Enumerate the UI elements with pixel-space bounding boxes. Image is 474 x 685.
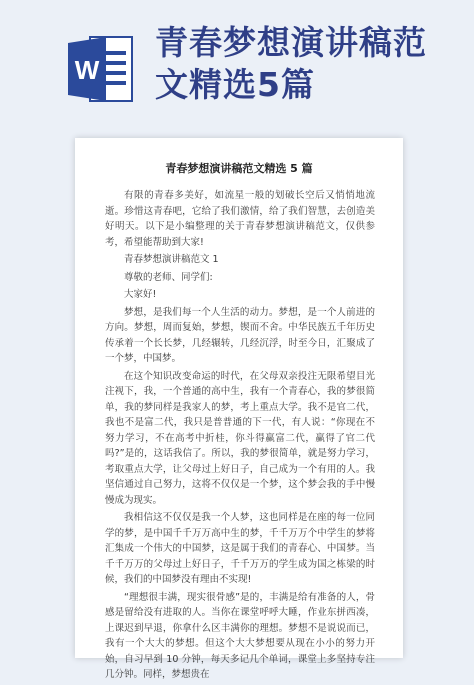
document-page: [75, 138, 403, 680]
intro-paragraph: 有限的青春多美好，如流星一般的划破长空后又悄悄地流逝。珍惜这青春吧，它给了我们激情，给了我们智慧，去创造美好明天。以下是小编整理的关于青春梦想演讲稿范文，仅供参考，希望能帮助到大家!: [105, 190, 375, 248]
salutation: 尊敬的老师、同学们:: [124, 271, 213, 283]
body-paragraph: 在这个知识改变命运的时代，在父母双亲投注无限希望目光注视下，我，一个普通的高中生，我有一个青春心，我的梦很简单，我的梦同样是我家人的梦，考上重点大学。我不是官二代，我也不是富二代，我只是普普通的下一代，有人说：“你现在不努力学习，不在高考中折桂，你斗得赢富二代，赢得了官二代吗?”是的，这话我信了。所以，我的梦很简单，就是努力学习，考取重点大学，让父母过上好日子，自己成为一个有用的人。我坚信通过自己努力，这将不仅仅是一个梦，这个梦会我的手中慢慢成为现实。: [105, 370, 375, 506]
body-paragraph: 梦想，是我们每一个人生活的动力。梦想，是一个人前进的方向。梦想，周而复始，梦想，锲而不舍。中华民族五千年历史传承着一个长长梦，几经辗转，几经沉浮，时至今日，汇聚成了一个梦，中国梦。: [105, 306, 375, 364]
body-paragraph: 我相信这不仅仅是我一个人梦，这也同样是在座的每一位同学的梦，是中国千千万万高中生的梦，千千万万个中学生的梦将汇集成一个伟大的中国梦，这是属于我们的青春心、中国梦。当千千万万的父母过上好日子，千千万万的学生成为国之栋梁的时候，我们的中国梦没有理由不实现!: [105, 512, 375, 585]
body-paragraph: “理想很丰满，现实很骨感”是的，丰满是给有准备的人，骨感是留给没有进取的人。当你在课堂呼呼大睡，作业东拼西凑，上课迟到早退，你拿什么区丰满你的理想。梦想不是说说而已，我有一个大大的梦想。但这个大大梦想要从现在小小的努力开始，自习早到 10 分钟，每天多记几个单词，课堂上多坚持专注几分钟。同样，梦想贵在: [105, 591, 375, 680]
header-banner: [0, 0, 474, 118]
section-title: 青春梦想演讲稿范文 1: [124, 254, 219, 265]
document-heading: 青春梦想演讲稿范文精选 5 篇: [165, 162, 313, 175]
title-line-2: 文精选5篇: [155, 65, 315, 104]
document-body: [105, 188, 375, 685]
word-document-icon: [68, 35, 134, 103]
page-title: [155, 22, 455, 106]
svg-text:W: W: [74, 55, 100, 85]
greeting: 大家好!: [124, 289, 157, 300]
title-line-1: 青春梦想演讲稿范: [155, 23, 427, 62]
